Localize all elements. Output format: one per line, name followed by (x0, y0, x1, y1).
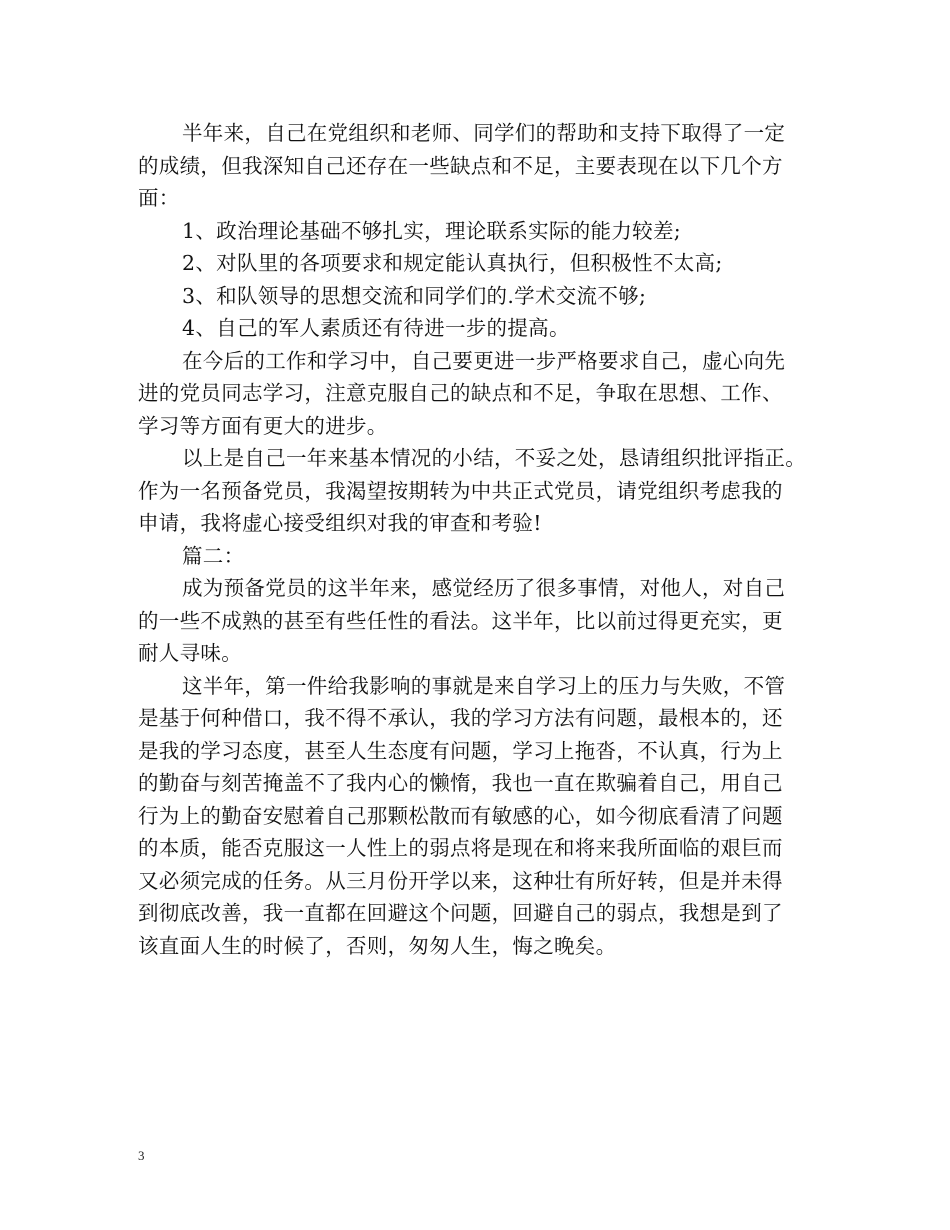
text-line: 面： (138, 186, 180, 210)
text-line: 1、政治理论基础不够扎实，理论联系实际的能力较差; (182, 218, 681, 243)
text-line: 耐人寻味。 (138, 641, 242, 665)
text-line: 篇二： (182, 543, 245, 568)
text-line: 学习等方面有更大的进步。 (138, 413, 388, 438)
text-line: 4、自己的军人素质还有待进一步的提高。 (182, 316, 570, 340)
text-line: 行为上的勤奋安慰着自己那颗松散而有敏感的心，如今彻底看清了问题 (138, 803, 783, 828)
text-line: 半年来，自己在党组织和老师、同学们的帮助和支持下取得了一定 (182, 121, 786, 145)
page-number: 3 (138, 1148, 145, 1163)
text-line: 在今后的工作和学习中，自己要更进一步严格要求自己，虚心向先 (182, 348, 786, 373)
text-line: 成为预备党员的这半年来，感觉经历了很多事情，对他人，对自己 (182, 576, 786, 600)
text-line: 进的党员同志学习，注意克服自己的缺点和不足，争取在思想、工作、 (138, 381, 783, 405)
text-line: 3、和队领导的思想交流和同学们的.学术交流不够; (182, 283, 647, 308)
text-line: 是我的学习态度，甚至人生态度有问题，学习上拖沓，不认真，行为上 (138, 738, 783, 763)
text-line: 该直面人生的时候了，否则，匆匆人生，悔之晚矣。 (138, 933, 617, 958)
text-line: 申请，我将虚心接受组织对我的审查和考验! (138, 511, 542, 535)
text-line: 的本质，能否克服这一人性上的弱点将是现在和将来我所面临的艰巨而 (138, 836, 783, 860)
text-line: 这半年，第一件给我影响的事就是来自学习上的压力与失败，不管 (182, 673, 786, 698)
text-line: 是基于何种借口，我不得不承认，我的学习方法有问题，最根本的，还 (138, 706, 783, 730)
text-line: 的一些不成熟的甚至有些任性的看法。这半年，比以前过得更充实，更 (138, 608, 783, 633)
document-body (138, 117, 828, 962)
text-line: 又必须完成的任务。从三月份开学以来，这种壮有所好转，但是并未得 (138, 868, 783, 893)
text-line: 的勤奋与刻苦掩盖不了我内心的懒惰，我也一直在欺骗着自己，用自己 (138, 771, 783, 795)
text-line: 到彻底改善，我一直都在回避这个问题，回避自己的弱点，我想是到了 (138, 901, 783, 925)
text-line: 以上是自己一年来基本情况的小结，不妥之处，恳请组织批评指正。 (182, 446, 806, 470)
text-line: 的成绩，但我深知自己还存在一些缺点和不足，主要表现在以下几个方 (138, 153, 783, 178)
text-line: 作为一名预备党员，我渴望按期转为中共正式党员，请党组织考虑我的 (138, 478, 783, 503)
text-line: 2、对队里的各项要求和规定能认真执行，但积极性不太高; (182, 251, 723, 275)
